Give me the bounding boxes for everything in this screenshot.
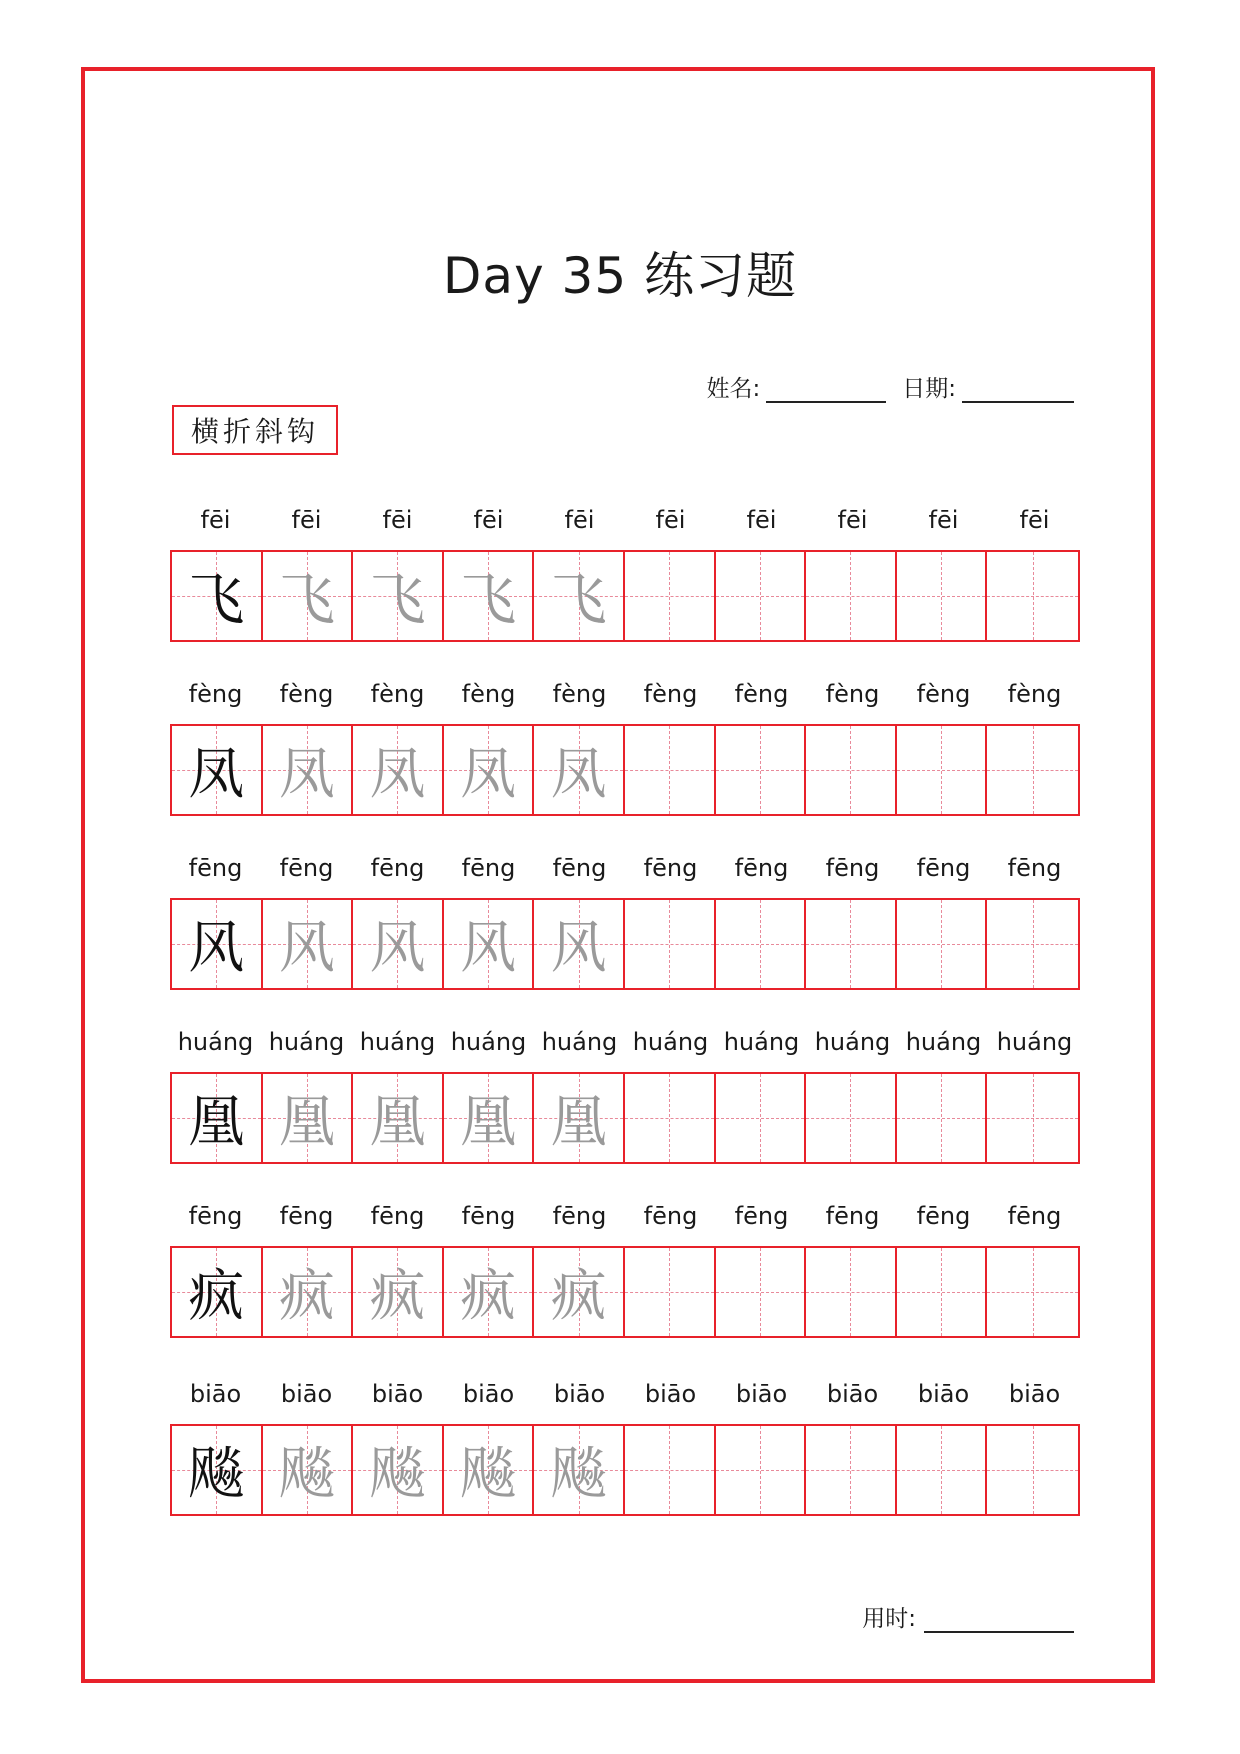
trace-character: 凰 xyxy=(550,1090,607,1155)
writing-cell[interactable] xyxy=(625,726,716,814)
trace-character: 凤 xyxy=(369,742,426,807)
writing-cell[interactable] xyxy=(625,1074,716,1162)
practice-row xyxy=(170,1374,1080,1516)
pinyin-label: fèng xyxy=(643,680,698,708)
pinyin-label: fēi xyxy=(746,506,777,534)
writing-cell[interactable] xyxy=(172,1074,263,1162)
time-field[interactable] xyxy=(924,1609,1074,1633)
time-info xyxy=(862,1600,1074,1633)
pinyin-label: fēng xyxy=(1007,1202,1062,1230)
trace-character: 风 xyxy=(460,916,517,981)
pinyin-label: huáng xyxy=(814,1028,891,1056)
practice-row xyxy=(170,500,1080,642)
tianzige-grid xyxy=(170,724,1080,816)
writing-cell[interactable] xyxy=(806,552,897,640)
trace-character: 风 xyxy=(550,916,607,981)
trace-character: 凰 xyxy=(278,1090,335,1155)
pinyin-label: fēng xyxy=(279,854,334,882)
pinyin-label: fèng xyxy=(279,680,334,708)
writing-cell[interactable] xyxy=(716,552,807,640)
writing-cell[interactable] xyxy=(716,1426,807,1514)
writing-cell[interactable] xyxy=(353,552,444,640)
writing-cell[interactable] xyxy=(444,1248,535,1336)
writing-cell[interactable] xyxy=(444,1426,535,1514)
writing-cell[interactable] xyxy=(716,1248,807,1336)
writing-cell[interactable] xyxy=(716,726,807,814)
pinyin-label: fèng xyxy=(188,680,243,708)
pinyin-label: huáng xyxy=(450,1028,527,1056)
pinyin-label: fēng xyxy=(461,854,516,882)
tianzige-grid xyxy=(170,1246,1080,1338)
pinyin-label: fèng xyxy=(916,680,971,708)
trace-character: 凤 xyxy=(278,742,335,807)
pinyin-label: fēi xyxy=(655,506,686,534)
writing-cell[interactable] xyxy=(534,900,625,988)
pinyin-label: fēng xyxy=(188,854,243,882)
pinyin-label: fēng xyxy=(552,1202,607,1230)
writing-cell[interactable] xyxy=(263,900,354,988)
pinyin-label: fēng xyxy=(370,1202,425,1230)
pinyin-label: huáng xyxy=(723,1028,800,1056)
tianzige-grid xyxy=(170,1072,1080,1164)
pinyin-label: huáng xyxy=(359,1028,436,1056)
trace-character: 疯 xyxy=(460,1264,517,1329)
writing-cell[interactable] xyxy=(806,1074,897,1162)
date-label: 日期: xyxy=(902,376,956,402)
writing-cell[interactable] xyxy=(534,1426,625,1514)
pinyin-label: fēng xyxy=(461,1202,516,1230)
trace-character: 凰 xyxy=(369,1090,426,1155)
writing-cell[interactable] xyxy=(897,1426,988,1514)
writing-cell[interactable] xyxy=(625,900,716,988)
pinyin-label: fēi xyxy=(564,506,595,534)
pinyin-label: fēi xyxy=(382,506,413,534)
trace-character: 疯 xyxy=(550,1264,607,1329)
writing-cell[interactable] xyxy=(353,1248,444,1336)
model-character: 飞 xyxy=(188,568,245,633)
writing-cell[interactable] xyxy=(987,552,1078,640)
pinyin-label: fēng xyxy=(279,1202,334,1230)
trace-character: 飚 xyxy=(460,1442,517,1507)
pinyin-label: fēng xyxy=(734,854,789,882)
pinyin-label: biāo xyxy=(1008,1380,1061,1408)
writing-cell[interactable] xyxy=(806,1426,897,1514)
writing-cell[interactable] xyxy=(625,1426,716,1514)
writing-cell[interactable] xyxy=(353,1426,444,1514)
writing-cell[interactable] xyxy=(987,726,1078,814)
writing-cell[interactable] xyxy=(263,552,354,640)
pinyin-label: biāo xyxy=(553,1380,606,1408)
pinyin-label: biāo xyxy=(917,1380,970,1408)
writing-cell[interactable] xyxy=(897,1248,988,1336)
writing-cell[interactable] xyxy=(353,1074,444,1162)
model-character: 飚 xyxy=(188,1442,245,1507)
writing-cell[interactable] xyxy=(534,1248,625,1336)
writing-cell[interactable] xyxy=(897,726,988,814)
pinyin-label: fēi xyxy=(291,506,322,534)
student-info xyxy=(707,370,1075,403)
writing-cell[interactable] xyxy=(987,1074,1078,1162)
pinyin-label: biāo xyxy=(644,1380,697,1408)
writing-cell[interactable] xyxy=(172,1426,263,1514)
writing-cell[interactable] xyxy=(444,552,535,640)
pinyin-label: huáng xyxy=(541,1028,618,1056)
trace-character: 飞 xyxy=(278,568,335,633)
writing-cell[interactable] xyxy=(806,1248,897,1336)
writing-cell[interactable] xyxy=(263,726,354,814)
pinyin-row xyxy=(170,848,1080,888)
writing-cell[interactable] xyxy=(987,1248,1078,1336)
practice-row xyxy=(170,848,1080,990)
trace-character: 凤 xyxy=(550,742,607,807)
pinyin-row xyxy=(170,1196,1080,1236)
pinyin-label: huáng xyxy=(632,1028,709,1056)
pinyin-label: fēi xyxy=(200,506,231,534)
writing-cell[interactable] xyxy=(625,1248,716,1336)
writing-cell[interactable] xyxy=(534,552,625,640)
writing-cell[interactable] xyxy=(897,900,988,988)
writing-cell[interactable] xyxy=(444,726,535,814)
writing-cell[interactable] xyxy=(263,1426,354,1514)
writing-cell[interactable] xyxy=(444,1074,535,1162)
trace-character: 飞 xyxy=(550,568,607,633)
name-field[interactable] xyxy=(766,379,886,403)
pinyin-label: fēng xyxy=(825,854,880,882)
writing-cell[interactable] xyxy=(716,1074,807,1162)
pinyin-label: biāo xyxy=(735,1380,788,1408)
trace-character: 飚 xyxy=(278,1442,335,1507)
pinyin-label: fēi xyxy=(473,506,504,534)
pinyin-label: biāo xyxy=(189,1380,242,1408)
writing-cell[interactable] xyxy=(172,1248,263,1336)
pinyin-label: fèng xyxy=(370,680,425,708)
trace-character: 风 xyxy=(278,916,335,981)
pinyin-label: fēng xyxy=(1007,854,1062,882)
tianzige-grid xyxy=(170,1424,1080,1516)
writing-cell[interactable] xyxy=(897,1074,988,1162)
pinyin-label: huáng xyxy=(268,1028,345,1056)
date-field[interactable] xyxy=(962,379,1074,403)
writing-cell[interactable] xyxy=(353,726,444,814)
writing-cell[interactable] xyxy=(534,1074,625,1162)
pinyin-label: huáng xyxy=(996,1028,1073,1056)
writing-cell[interactable] xyxy=(897,552,988,640)
pinyin-label: biāo xyxy=(371,1380,424,1408)
trace-character: 疯 xyxy=(278,1264,335,1329)
trace-character: 疯 xyxy=(369,1264,426,1329)
pinyin-row xyxy=(170,1022,1080,1062)
pinyin-row xyxy=(170,674,1080,714)
pinyin-label: fēi xyxy=(837,506,868,534)
pinyin-label: fèng xyxy=(552,680,607,708)
pinyin-label: biāo xyxy=(826,1380,879,1408)
practice-row xyxy=(170,1196,1080,1338)
pinyin-label: fēng xyxy=(916,854,971,882)
pinyin-label: biāo xyxy=(280,1380,333,1408)
practice-row xyxy=(170,1022,1080,1164)
stroke-type-label: 横折斜钩 xyxy=(172,405,338,455)
pinyin-label: fēng xyxy=(370,854,425,882)
pinyin-label: huáng xyxy=(177,1028,254,1056)
pinyin-row xyxy=(170,500,1080,540)
writing-cell[interactable] xyxy=(263,1074,354,1162)
pinyin-label: fēng xyxy=(825,1202,880,1230)
pinyin-label: huáng xyxy=(905,1028,982,1056)
pinyin-label: fèng xyxy=(734,680,789,708)
name-label: 姓名: xyxy=(706,376,761,402)
pinyin-label: fēng xyxy=(188,1202,243,1230)
pinyin-label: fēi xyxy=(1019,506,1050,534)
trace-character: 凤 xyxy=(460,742,517,807)
trace-character: 飞 xyxy=(369,568,426,633)
model-character: 风 xyxy=(188,916,245,981)
pinyin-label: fēng xyxy=(734,1202,789,1230)
writing-cell[interactable] xyxy=(625,552,716,640)
trace-character: 飚 xyxy=(369,1442,426,1507)
writing-cell[interactable] xyxy=(172,726,263,814)
writing-cell[interactable] xyxy=(806,726,897,814)
writing-cell[interactable] xyxy=(987,1426,1078,1514)
writing-cell[interactable] xyxy=(987,900,1078,988)
writing-cell[interactable] xyxy=(263,1248,354,1336)
pinyin-row xyxy=(170,1374,1080,1414)
writing-cell[interactable] xyxy=(172,900,263,988)
writing-cell[interactable] xyxy=(172,552,263,640)
pinyin-label: fēi xyxy=(928,506,959,534)
trace-character: 凰 xyxy=(460,1090,517,1155)
model-character: 凰 xyxy=(188,1090,245,1155)
pinyin-label: fēng xyxy=(643,1202,698,1230)
trace-character: 风 xyxy=(369,916,426,981)
pinyin-label: biāo xyxy=(462,1380,515,1408)
writing-cell[interactable] xyxy=(534,726,625,814)
model-character: 凤 xyxy=(188,742,245,807)
pinyin-label: fèng xyxy=(461,680,516,708)
writing-cell[interactable] xyxy=(353,900,444,988)
practice-row xyxy=(170,674,1080,816)
tianzige-grid xyxy=(170,898,1080,990)
pinyin-label: fēng xyxy=(916,1202,971,1230)
writing-cell[interactable] xyxy=(806,900,897,988)
pinyin-label: fèng xyxy=(1007,680,1062,708)
pinyin-label: fēng xyxy=(552,854,607,882)
pinyin-label: fèng xyxy=(825,680,880,708)
time-label: 用时: xyxy=(862,1606,916,1632)
tianzige-grid xyxy=(170,550,1080,642)
writing-cell[interactable] xyxy=(444,900,535,988)
trace-character: 飚 xyxy=(550,1442,607,1507)
model-character: 疯 xyxy=(188,1264,245,1329)
writing-cell[interactable] xyxy=(716,900,807,988)
page-title: Day 35 练习题 xyxy=(442,247,798,305)
pinyin-label: fēng xyxy=(643,854,698,882)
trace-character: 飞 xyxy=(460,568,517,633)
